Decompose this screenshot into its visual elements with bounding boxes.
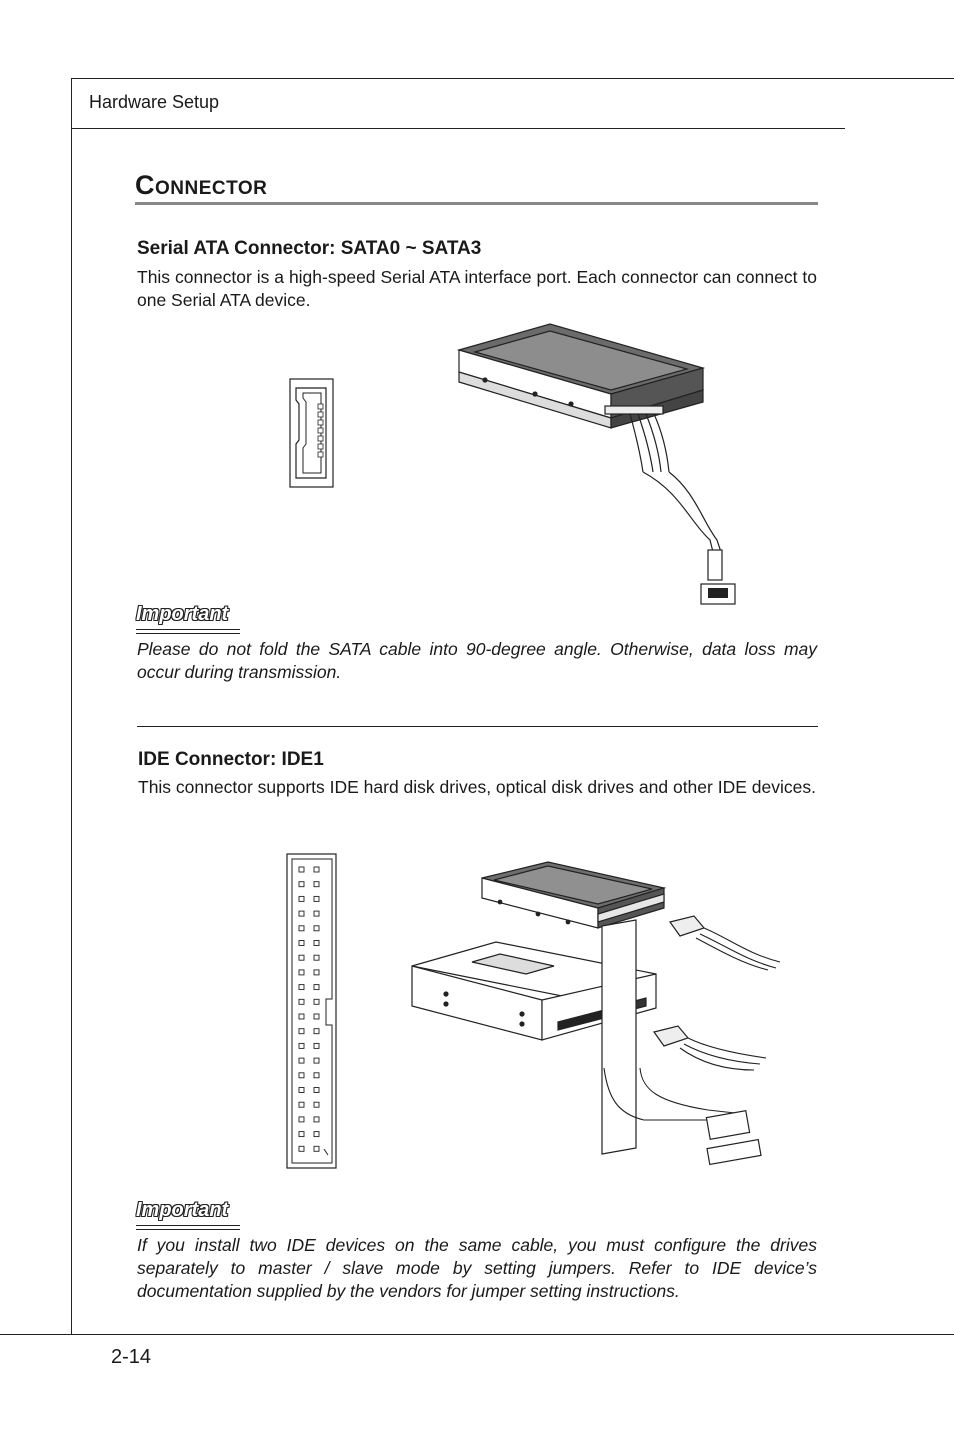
ide-pin — [299, 1029, 304, 1034]
ide-pin — [299, 867, 304, 872]
ide-pin — [314, 896, 319, 901]
section-title-underline — [135, 202, 818, 205]
ide-pin — [299, 911, 304, 916]
ide-pin — [314, 926, 319, 931]
ide-pin — [299, 1073, 304, 1078]
ide-pin — [314, 911, 319, 916]
page-number: 2-14 — [111, 1346, 152, 1368]
ide-drives-cable-illustration — [408, 858, 788, 1168]
ide-important-underline-2 — [136, 1229, 240, 1230]
ide-pin — [299, 1088, 304, 1093]
section-divider — [137, 726, 818, 727]
ide-pin — [314, 1073, 319, 1078]
sata-important-underline — [136, 629, 240, 630]
ide-pin — [314, 1088, 319, 1093]
ide-pin — [299, 926, 304, 931]
sata-important-text: Please do not fold the SATA cable into 90-degree angle. Otherwise, data loss may occur during transmission. — [137, 639, 817, 682]
sata-heading: Serial ATA Connector: SATA0 ~ SATA3 — [137, 238, 482, 259]
ide-pin — [314, 1132, 319, 1137]
ide-important-badge: Important — [136, 1199, 229, 1221]
ide-pin — [299, 970, 304, 975]
ide-pin — [299, 1132, 304, 1137]
ide-pin — [314, 1058, 319, 1063]
left-margin-rule — [71, 78, 72, 1335]
ide-pin — [314, 1043, 319, 1048]
ide-pin — [314, 955, 319, 960]
ide-pin — [314, 1102, 319, 1107]
ide-pin — [314, 1117, 319, 1122]
ide-pin — [299, 1102, 304, 1107]
ide-pin — [314, 1146, 319, 1151]
sata-port-diagram — [289, 378, 335, 490]
ide-pin — [299, 955, 304, 960]
section-title-initial: C — [135, 170, 155, 200]
ide-pin — [299, 1117, 304, 1122]
sata-drive-cable-illustration — [455, 322, 745, 612]
ide-description: This connector supports IDE hard disk drives, optical disk drives and other IDE devices. — [138, 777, 816, 797]
ide-pin — [314, 1014, 319, 1019]
sata-description: This connector is a high-speed Serial ATA interface port. Each connector can connect to one Serial ATA device. — [137, 267, 817, 310]
ide-pin — [314, 882, 319, 887]
sata-important-badge: Important — [136, 603, 229, 625]
ide-pin — [314, 985, 319, 990]
ide-pin — [299, 896, 304, 901]
ide-pin — [299, 1146, 304, 1151]
header-top-rule — [71, 78, 954, 79]
ide-pin — [299, 999, 304, 1004]
footer-rule — [0, 1334, 954, 1335]
ide-important-underline — [136, 1225, 240, 1226]
section-title-rest: ONNECTOR — [155, 178, 268, 199]
section-title — [135, 170, 267, 201]
header-bottom-rule — [71, 128, 845, 129]
ide-pin — [314, 941, 319, 946]
running-header: Hardware Setup — [89, 92, 220, 112]
sata-important-underline-2 — [136, 633, 240, 634]
ide-pin — [299, 882, 304, 887]
ide-heading: IDE Connector: IDE1 — [138, 749, 324, 770]
ide-header-diagram — [286, 853, 338, 1171]
ide-pin — [299, 1058, 304, 1063]
ide-pin — [299, 1014, 304, 1019]
ide-pin — [299, 1043, 304, 1048]
ide-pin — [299, 941, 304, 946]
ide-important-text: If you install two IDE devices on the same cable, you must configure the drives separately to master / slave mode by setting jumpers. Refer to IDE device’s documentation supplied by the vendors for jumper setting instructions. — [137, 1235, 817, 1301]
ide-pin — [314, 867, 319, 872]
ide-pin — [314, 1029, 319, 1034]
ide-pin — [314, 999, 319, 1004]
ide-pin — [314, 970, 319, 975]
ide-pin — [299, 985, 304, 990]
